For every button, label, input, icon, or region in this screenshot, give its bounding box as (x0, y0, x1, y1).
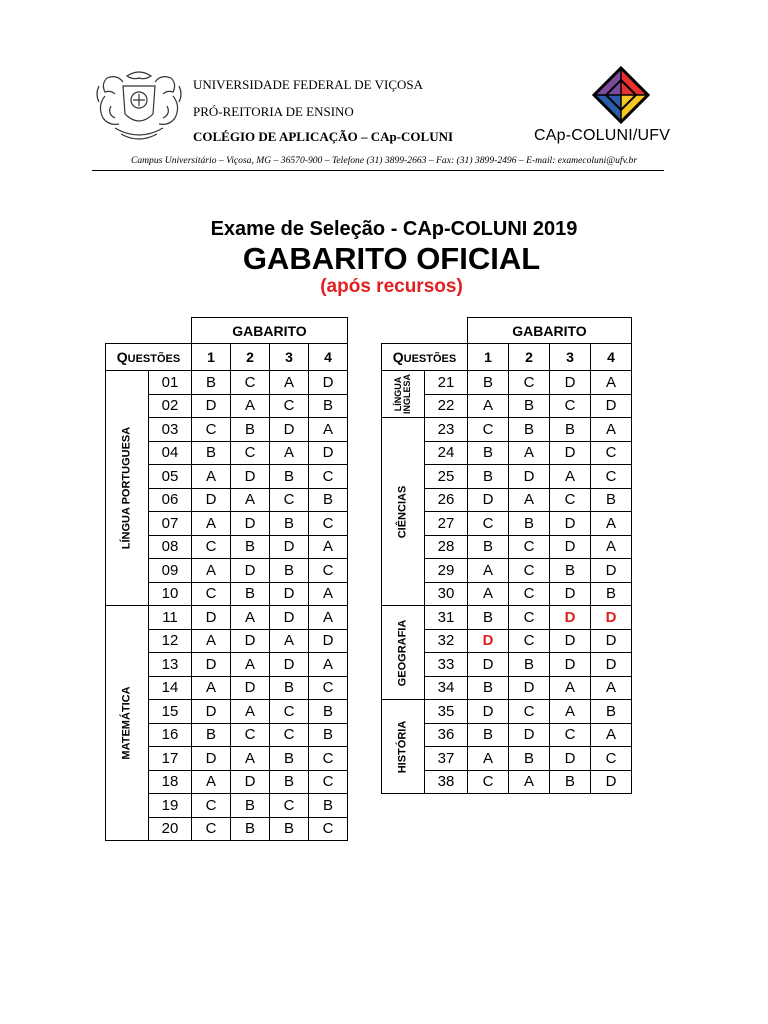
answer-cell: A (468, 582, 509, 606)
answer-cell: B (309, 488, 348, 512)
question-number: 36 (425, 723, 468, 747)
question-number: 05 (149, 465, 192, 489)
answer-cell: C (309, 747, 348, 771)
answer-cell: B (468, 606, 509, 630)
answer-cell: A (509, 441, 550, 465)
question-number: 20 (149, 817, 192, 841)
answer-cell: D (550, 629, 591, 653)
cap-coluni-logo (584, 66, 658, 124)
answer-cell: D (591, 770, 632, 794)
answer-cell: A (309, 653, 348, 677)
subject-geografia-label (398, 619, 409, 686)
answer-cell: C (192, 794, 231, 818)
answer-cell: B (550, 770, 591, 794)
answer-cell: C (591, 747, 632, 771)
subject-matematica (106, 606, 149, 841)
answer-cell: C (509, 606, 550, 630)
answer-cell: D (509, 465, 550, 489)
question-number: 09 (149, 559, 192, 583)
table-row (106, 606, 348, 630)
answer-cell: A (192, 629, 231, 653)
question-number: 02 (149, 394, 192, 418)
question-number: 03 (149, 418, 192, 442)
answer-cell: B (309, 723, 348, 747)
answer-cell: C (509, 582, 550, 606)
question-number: 08 (149, 535, 192, 559)
answer-cell: A (270, 629, 309, 653)
question-number: 17 (149, 747, 192, 771)
answer-cell: D (309, 629, 348, 653)
answer-cell: B (192, 723, 231, 747)
answer-cell: B (231, 418, 270, 442)
answer-cell: A (192, 559, 231, 583)
answer-cell: B (270, 747, 309, 771)
answer-cell: C (270, 723, 309, 747)
answer-cell: B (468, 465, 509, 489)
answer-cell: D (192, 653, 231, 677)
question-number: 11 (149, 606, 192, 630)
header-colegio: COLÉGIO DE APLICAÇÃO – CAp-COLUNI (193, 129, 454, 144)
answer-cell: A (309, 418, 348, 442)
question-number: 37 (425, 747, 468, 771)
gabarito-header: GABARITO (192, 318, 348, 344)
column-2-header: 2 (231, 344, 270, 371)
header-divider (92, 170, 664, 171)
question-number: 24 (425, 441, 468, 465)
answer-cell: D (270, 582, 309, 606)
answer-cell: D (509, 723, 550, 747)
answer-cell: D (550, 535, 591, 559)
table-row (382, 418, 632, 442)
answer-cell: D (550, 653, 591, 677)
answer-cell: D (192, 747, 231, 771)
question-number: 30 (425, 582, 468, 606)
answer-cell: D (309, 441, 348, 465)
answer-cell: D (550, 606, 591, 630)
answer-cell: C (192, 535, 231, 559)
answer-cell: B (509, 653, 550, 677)
answer-cell: D (550, 512, 591, 536)
answer-cell: C (509, 535, 550, 559)
answer-cell: C (309, 559, 348, 583)
answer-cell: C (550, 488, 591, 512)
table-header-row (382, 318, 632, 344)
page-title: GABARITO OFICIAL (242, 241, 541, 276)
answer-cell: C (509, 559, 550, 583)
question-number: 06 (149, 488, 192, 512)
answer-cell: A (591, 371, 632, 395)
answer-cell: A (231, 747, 270, 771)
answer-cell: B (509, 512, 550, 536)
answer-cell: C (591, 465, 632, 489)
answer-cell: D (591, 606, 632, 630)
question-number: 29 (425, 559, 468, 583)
answer-cell: B (231, 535, 270, 559)
answer-cell: C (509, 371, 550, 395)
answer-cell: D (231, 629, 270, 653)
header-university: UNIVERSIDADE FEDERAL DE VIÇOSA (193, 77, 424, 92)
answer-cell: B (309, 394, 348, 418)
answer-cell: A (591, 723, 632, 747)
question-number: 26 (425, 488, 468, 512)
answer-cell: B (231, 817, 270, 841)
answer-cell: B (550, 559, 591, 583)
answer-cell: A (468, 559, 509, 583)
answer-cell: A (591, 418, 632, 442)
answer-cell: A (591, 512, 632, 536)
answer-cell: B (509, 418, 550, 442)
column-3-header: 3 (270, 344, 309, 371)
address-line: Campus Universitário – Viçosa, MG – 36570-900 – Telefone (31) 3899-2663 – Fax: (31) 3899-2496 – E-mail: examecoluni@ufv.br (130, 155, 638, 166)
answer-cell: D (591, 559, 632, 583)
question-number: 27 (425, 512, 468, 536)
answer-cell: A (270, 371, 309, 395)
answer-cell: C (231, 723, 270, 747)
answer-cell: C (309, 817, 348, 841)
answer-cell: D (550, 371, 591, 395)
answer-cell: D (591, 394, 632, 418)
answer-cell: D (591, 653, 632, 677)
answer-cell: D (231, 512, 270, 536)
answer-cell: D (231, 559, 270, 583)
answer-cell: B (468, 441, 509, 465)
question-number: 15 (149, 700, 192, 724)
answer-cell: A (509, 770, 550, 794)
question-number: 38 (425, 770, 468, 794)
answer-cell: C (468, 512, 509, 536)
answer-cell: B (509, 747, 550, 771)
answer-cell: A (509, 488, 550, 512)
questoes-rest: UESTÕES (127, 353, 181, 365)
answer-cell: B (309, 700, 348, 724)
question-number: 07 (149, 512, 192, 536)
answer-cell: B (231, 582, 270, 606)
answer-cell: B (468, 723, 509, 747)
title-note: (após recursos) (320, 276, 463, 297)
question-number: 01 (149, 371, 192, 395)
questoes-rest: UESTÕES (403, 353, 457, 365)
subject-historia-label (398, 720, 409, 773)
answer-cell: B (509, 394, 550, 418)
questoes-header (382, 344, 468, 371)
answer-cell: B (270, 770, 309, 794)
questoes-header (106, 344, 192, 371)
question-number: 13 (149, 653, 192, 677)
answer-cell: C (192, 418, 231, 442)
answer-cell: C (550, 723, 591, 747)
answer-cell: D (270, 653, 309, 677)
gabarito-header: GABARITO (468, 318, 632, 344)
question-number: 32 (425, 629, 468, 653)
question-number: 10 (149, 582, 192, 606)
column-header-row (106, 344, 348, 371)
answer-cell: B (270, 817, 309, 841)
answer-cell: D (270, 535, 309, 559)
answer-cell: C (192, 817, 231, 841)
subject-geografia-label-line: GEOGRAFIA (396, 619, 409, 686)
subject-lingua-portuguesa-label-line: LÍNGUA PORTUGUESA (120, 426, 133, 550)
answer-cell: B (270, 559, 309, 583)
answer-cell: D (192, 488, 231, 512)
question-number: 34 (425, 676, 468, 700)
answer-cell: D (231, 770, 270, 794)
answer-cell: C (591, 441, 632, 465)
answer-cell: D (468, 629, 509, 653)
answer-cell: B (591, 488, 632, 512)
answer-cell: B (591, 582, 632, 606)
answer-cell: C (270, 394, 309, 418)
table-header-row (106, 318, 348, 344)
answer-cell: A (192, 465, 231, 489)
answer-cell: A (231, 488, 270, 512)
questoes-initial: Q (392, 349, 404, 365)
question-number: 18 (149, 770, 192, 794)
answer-cell: B (192, 441, 231, 465)
answer-cell: C (231, 441, 270, 465)
subject-historia (382, 700, 425, 794)
answer-cell: A (468, 747, 509, 771)
answer-cell: A (591, 676, 632, 700)
answer-cell: A (550, 676, 591, 700)
subject-historia-label-line: HISTÓRIA (396, 720, 409, 773)
subject-lingua-portuguesa-label (122, 427, 133, 549)
subject-lingua-portuguesa (106, 371, 149, 606)
answer-cell: A (309, 606, 348, 630)
subject-lingua-inglesa-label-line: LÍNGUA (393, 376, 403, 412)
subject-lingua-inglesa-label-line: INGLESA (402, 373, 412, 415)
question-number: 19 (149, 794, 192, 818)
answer-cell: C (270, 700, 309, 724)
question-number: 31 (425, 606, 468, 630)
column-3-header: 3 (550, 344, 591, 371)
answer-cell: C (192, 582, 231, 606)
column-4-header: 4 (309, 344, 348, 371)
header-pro-reitoria: PRÓ-REITORIA DE ENSINO (193, 104, 354, 119)
subject-matematica-label-line: MATEMÁTICA (120, 686, 133, 760)
answer-cell: A (591, 535, 632, 559)
exam-title: Exame de Seleção - CAp-COLUNI 2019 (210, 218, 578, 240)
answer-cell: C (309, 770, 348, 794)
question-number: 14 (149, 676, 192, 700)
answer-cell: A (550, 465, 591, 489)
questoes-initial: Q (116, 349, 128, 365)
question-number: 25 (425, 465, 468, 489)
blank-cell (106, 318, 192, 344)
answer-cell: C (270, 794, 309, 818)
answer-cell: D (468, 488, 509, 512)
subject-geografia (382, 606, 425, 700)
answer-cell: B (468, 535, 509, 559)
answer-cell: D (550, 747, 591, 771)
question-number: 04 (149, 441, 192, 465)
answer-cell: A (231, 653, 270, 677)
logo-text: CAp-COLUNI/UFV (534, 127, 671, 144)
answer-cell: B (309, 794, 348, 818)
answer-table-right (381, 317, 632, 794)
answer-cell: C (468, 770, 509, 794)
subject-lingua-inglesa (382, 371, 425, 418)
answer-cell: B (192, 371, 231, 395)
question-number: 12 (149, 629, 192, 653)
answer-cell: D (591, 629, 632, 653)
column-header-row (382, 344, 632, 371)
answer-cell: D (309, 371, 348, 395)
answer-cell: A (231, 700, 270, 724)
answer-cell: D (550, 582, 591, 606)
table-row (382, 606, 632, 630)
answer-cell: A (270, 441, 309, 465)
answer-table-left (105, 317, 348, 841)
question-number: 16 (149, 723, 192, 747)
answer-cell: B (468, 676, 509, 700)
answer-cell: D (231, 465, 270, 489)
answer-cell: B (270, 465, 309, 489)
answer-cell: D (468, 653, 509, 677)
answer-cell: A (309, 535, 348, 559)
answer-cell: D (231, 676, 270, 700)
question-number: 33 (425, 653, 468, 677)
answer-cell: B (591, 700, 632, 724)
answer-cell: C (509, 700, 550, 724)
answer-cell: D (192, 700, 231, 724)
answer-cell: A (550, 700, 591, 724)
question-number: 28 (425, 535, 468, 559)
question-number: 35 (425, 700, 468, 724)
answer-cell: B (468, 371, 509, 395)
blank-cell (382, 318, 468, 344)
answer-cell: A (468, 394, 509, 418)
answer-cell: C (231, 371, 270, 395)
subject-matematica-label (122, 686, 133, 759)
answer-cell: A (192, 512, 231, 536)
question-number: 23 (425, 418, 468, 442)
answer-cell: C (550, 394, 591, 418)
answer-cell: B (270, 676, 309, 700)
answer-cell: B (270, 512, 309, 536)
answer-cell: C (468, 418, 509, 442)
answer-cell: D (192, 606, 231, 630)
answer-cell: D (270, 606, 309, 630)
table-row (382, 700, 632, 724)
question-number: 21 (425, 371, 468, 395)
column-4-header: 4 (591, 344, 632, 371)
column-2-header: 2 (509, 344, 550, 371)
answer-cell: D (192, 394, 231, 418)
question-number: 22 (425, 394, 468, 418)
answer-cell: C (309, 465, 348, 489)
answer-cell: A (231, 394, 270, 418)
subject-ciencias-label (398, 485, 409, 538)
answer-cell: C (270, 488, 309, 512)
university-crest-logo (93, 66, 185, 146)
answer-cell: C (309, 512, 348, 536)
subject-ciencias (382, 418, 425, 606)
answer-cell: A (192, 676, 231, 700)
answer-cell: C (509, 629, 550, 653)
table-row (106, 371, 348, 395)
answer-cell: B (550, 418, 591, 442)
answer-cell: B (231, 794, 270, 818)
column-1-header: 1 (468, 344, 509, 371)
answer-cell: A (192, 770, 231, 794)
column-1-header: 1 (192, 344, 231, 371)
answer-cell: A (309, 582, 348, 606)
answer-cell: D (550, 441, 591, 465)
answer-cell: D (270, 418, 309, 442)
answer-cell: A (231, 606, 270, 630)
answer-cell: D (509, 676, 550, 700)
subject-lingua-inglesa-label (394, 374, 412, 414)
answer-cell: C (309, 676, 348, 700)
answer-cell: D (468, 700, 509, 724)
table-row (382, 371, 632, 395)
subject-ciencias-label-line: CIÊNCIAS (396, 485, 409, 538)
